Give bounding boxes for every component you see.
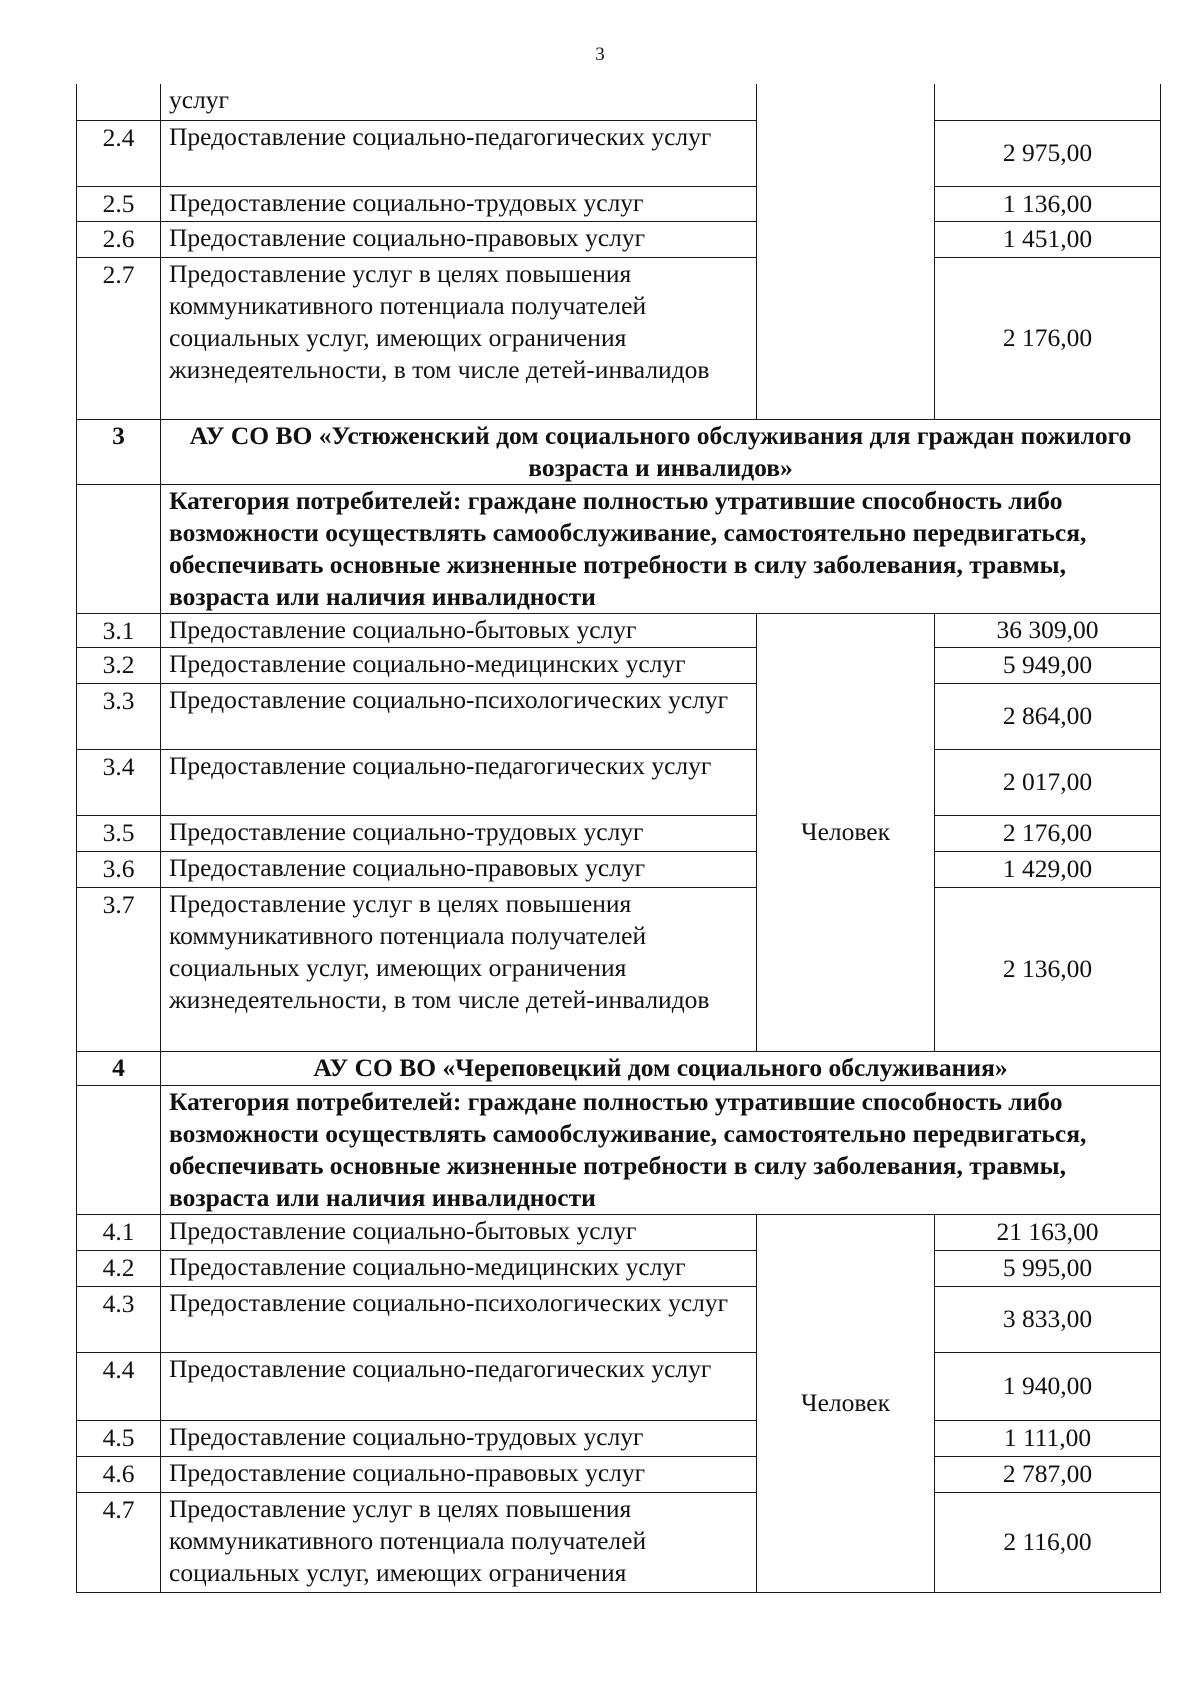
service-name: Предоставление социально-трудовых услуг <box>161 815 757 851</box>
service-value: 2 176,00 <box>935 815 1161 851</box>
row-number: 3.6 <box>77 851 161 887</box>
row-number: 3.5 <box>77 815 161 851</box>
table-row <box>77 1286 1161 1352</box>
table-row <box>77 84 1161 120</box>
table-row <box>77 647 1161 683</box>
service-value: 36 309,00 <box>935 613 1161 647</box>
service-name: Предоставление социально-медицинских услуг <box>161 1250 757 1286</box>
row-number: 3.1 <box>77 613 161 647</box>
row-number: 3.4 <box>77 749 161 815</box>
table-row <box>77 683 1161 749</box>
row-number: 4.7 <box>77 1492 161 1592</box>
table-row <box>77 749 1161 815</box>
unit-cell <box>757 84 935 419</box>
service-value: 1 940,00 <box>935 1352 1161 1420</box>
services-table <box>76 84 1161 1593</box>
service-value: 3 833,00 <box>935 1286 1161 1352</box>
table-row <box>77 1420 1161 1456</box>
institution-number: 4 <box>77 1051 161 1085</box>
service-value: 1 451,00 <box>935 221 1161 257</box>
service-value: 2 787,00 <box>935 1456 1161 1492</box>
service-name: Предоставление социально-правовых услуг <box>161 851 757 887</box>
table-row <box>77 1456 1161 1492</box>
table-row <box>77 887 1161 1051</box>
service-value: 2 116,00 <box>935 1492 1161 1592</box>
table-row <box>77 1352 1161 1420</box>
row-number: 4.3 <box>77 1286 161 1352</box>
institution-number: 3 <box>77 419 161 484</box>
row-number: 4.1 <box>77 1214 161 1250</box>
service-value <box>935 84 1161 120</box>
service-value: 1 429,00 <box>935 851 1161 887</box>
service-name: Предоставление социально-правовых услуг <box>161 1456 757 1492</box>
service-value: 2 017,00 <box>935 749 1161 815</box>
service-name: Предоставление социально-психологических услуг <box>161 1286 757 1352</box>
table-row <box>77 613 1161 647</box>
table-row <box>77 186 1161 221</box>
service-name: Предоставление социально-психологических услуг <box>161 683 757 749</box>
unit-cell: Человек <box>757 613 935 1051</box>
service-value: 5 949,00 <box>935 647 1161 683</box>
institution-title: АУ СО ВО «Череповецкий дом социального обслуживания» <box>161 1051 1161 1085</box>
service-name: Предоставление социально-педагогических услуг <box>161 1352 757 1420</box>
service-name: Предоставление социально-медицинских услуг <box>161 647 757 683</box>
row-number: 4.6 <box>77 1456 161 1492</box>
category-row <box>77 484 1161 613</box>
service-value: 21 163,00 <box>935 1214 1161 1250</box>
table-row <box>77 221 1161 257</box>
row-number: 4.2 <box>77 1250 161 1286</box>
table-row <box>77 1214 1161 1250</box>
table-row <box>77 851 1161 887</box>
service-name: Предоставление социально-бытовых услуг <box>161 613 757 647</box>
category-number-cell <box>77 484 161 613</box>
row-number: 2.4 <box>77 120 161 186</box>
service-name: Предоставление социально-педагогических услуг <box>161 120 757 186</box>
table-row <box>77 257 1161 419</box>
service-name: Предоставление услуг в целях повышения коммуникативного потенциала получателей социальных услуг, имеющих ограничения <box>161 1492 757 1592</box>
institution-title: АУ СО ВО «Устюженский дом социального обслуживания для граждан пожилого возраста и инвалидов» <box>161 419 1161 484</box>
service-value: 2 136,00 <box>935 887 1161 1051</box>
service-name: Предоставление услуг в целях повышения коммуникативного потенциала получателей социальных услуг, имеющих ограничения жизнедеятельности, в том числе детей-инвалидов <box>161 257 757 419</box>
table-row <box>77 1250 1161 1286</box>
service-name: Предоставление социально-правовых услуг <box>161 221 757 257</box>
category-number-cell <box>77 1085 161 1214</box>
service-name: Предоставление социально-бытовых услуг <box>161 1214 757 1250</box>
category-row <box>77 1085 1161 1214</box>
row-number: 3.7 <box>77 887 161 1051</box>
institution-row <box>77 1051 1161 1085</box>
unit-cell: Человек <box>757 1214 935 1592</box>
category-text: Категория потребителей: граждане полностью утратившие способность либо возможности осуществлять самообслуживание, самостоятельно передвигаться, обеспечивать основные жизненные потребности в силу заболевания, травмы, возраста или наличия инвалидности <box>161 1085 1161 1214</box>
page-number: 3 <box>595 44 605 65</box>
service-name: Предоставление социально-трудовых услуг <box>161 186 757 221</box>
row-number: 2.7 <box>77 257 161 419</box>
table-row <box>77 120 1161 186</box>
row-number <box>77 84 161 120</box>
row-number: 2.6 <box>77 221 161 257</box>
row-number: 4.5 <box>77 1420 161 1456</box>
service-value: 2 975,00 <box>935 120 1161 186</box>
table-row <box>77 815 1161 851</box>
service-value: 2 176,00 <box>935 257 1161 419</box>
category-text: Категория потребителей: граждане полностью утратившие способность либо возможности осуществлять самообслуживание, самостоятельно передвигаться, обеспечивать основные жизненные потребности в силу заболевания, травмы, возраста или наличия инвалидности <box>161 484 1161 613</box>
service-name: Предоставление социально-педагогических услуг <box>161 749 757 815</box>
row-number: 3.2 <box>77 647 161 683</box>
service-name: услуг <box>161 84 757 120</box>
row-number: 4.4 <box>77 1352 161 1420</box>
service-name: Предоставление услуг в целях повышения коммуникативного потенциала получателей социальных услуг, имеющих ограничения жизнедеятельности, в том числе детей-инвалидов <box>161 887 757 1051</box>
row-number: 3.3 <box>77 683 161 749</box>
service-value: 1 136,00 <box>935 186 1161 221</box>
row-number: 2.5 <box>77 186 161 221</box>
service-value: 5 995,00 <box>935 1250 1161 1286</box>
service-name: Предоставление социально-трудовых услуг <box>161 1420 757 1456</box>
table-row <box>77 1492 1161 1592</box>
service-value: 2 864,00 <box>935 683 1161 749</box>
service-value: 1 111,00 <box>935 1420 1161 1456</box>
institution-row <box>77 419 1161 484</box>
